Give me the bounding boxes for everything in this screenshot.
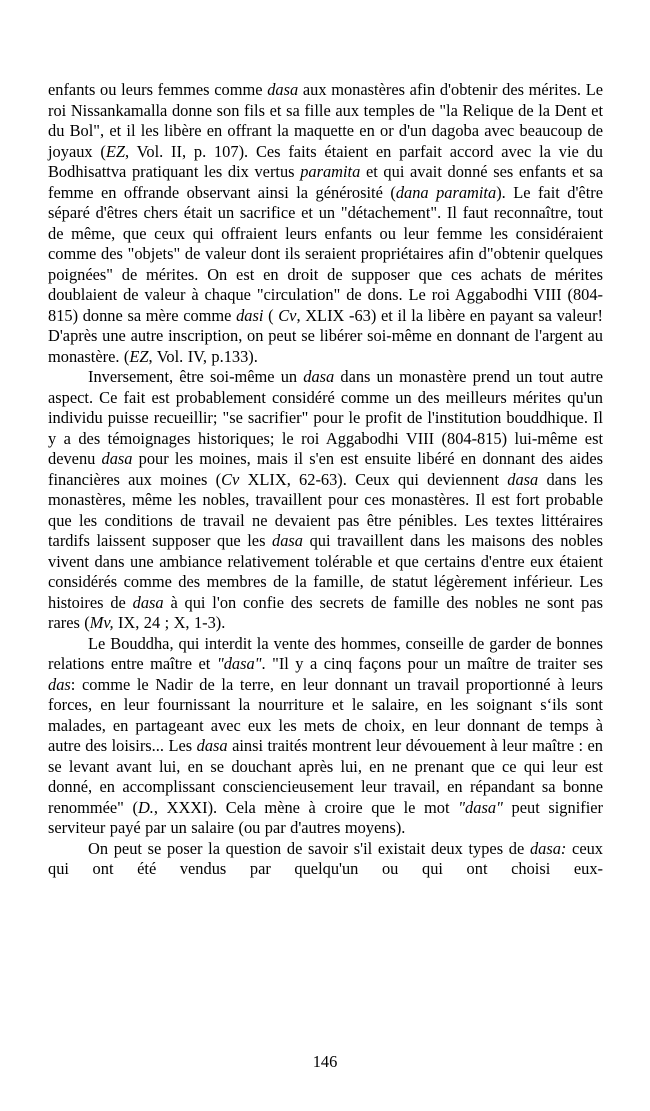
text-run: Le Bouddha, qui interdit la vente des hommes, conseille de garder de bonnes relations entre maître et: [48, 633, 603, 673]
italic-term: Mv,: [89, 613, 114, 632]
text-run: ). Le fait d'être séparé d'êtres chers était un sacrifice et un "détachement". Il faut reconnaître, tout de même, que ceux qui offraient leurs enfants ou leur femme les considéraient comme des "objets" de valeur dont ils seraient propriétaires afin d"obtenir quelques poignées" de mérites. On est en droit de supposer que ces achats de mérites doublaient de valeur à chaque "circulation" de dons. Le roi Aggabodhi VIII (804-815) donne sa mère comme: [48, 182, 603, 325]
text-run: , Vol. II, p. 107). Ces faits étaient en parfait accord avec la vie du Bodhisattva pratiquant les dix vertus: [48, 141, 603, 181]
italic-term: paramita: [300, 162, 361, 181]
text-run: et qui avait donné ses enfants et sa femme en offrande observant ainsi la générosité (: [48, 162, 604, 202]
text-run: IX, 24 ; X, 1-3).: [113, 613, 226, 632]
italic-term: "dasa": [458, 797, 503, 817]
italic-term: dana paramita: [395, 182, 497, 202]
paragraph: [48, 634, 603, 839]
italic-term: "dasa": [216, 654, 262, 673]
text-run: : comme le Nadir de la terre, en leur donnant un travail proportionné à leurs forces, en leur fournissant la nourriture et le salaire, en les soignant s‘ils sont malades, en partageant avec eux les mets de choix, en leur donnant de temps à autre des loisirs... Les: [48, 674, 603, 755]
text-run: XLIX, 62-63). Ceux qui deviennent: [239, 469, 508, 489]
text-run: ceux qui ont été vendus par quelqu'un ou qui ont choisi eux-: [48, 838, 604, 878]
paragraph: [48, 839, 603, 880]
italic-term: dasa: [303, 367, 335, 386]
text-run: Inversement, être soi-même un: [88, 367, 304, 386]
italic-term: dasa: [507, 469, 539, 489]
page-number: 146: [312, 1052, 338, 1071]
text-run: , Vol. IV, p.133).: [148, 346, 258, 366]
italic-term: D.: [137, 797, 154, 817]
italic-term: Cv: [221, 469, 240, 489]
text-run: (: [263, 305, 279, 325]
text-run: aux monastères afin d'obtenir des mérites. Le roi Nissankamalla donne son fils et sa fille aux temples de "la Relique de la Dent et du Bol", et il les libère en offrant la maquette en or d'un dagoba avec beaucoup de joyaux (: [48, 80, 603, 161]
italic-term: dasi: [236, 305, 264, 325]
italic-term: das: [48, 674, 71, 694]
italic-term: EZ: [129, 346, 149, 366]
text-run: On peut se poser la question de savoir s'il existait deux types de: [88, 838, 530, 858]
text-run: pour les moines, mais il s'en est ensuite libéré en donnant des aides financières aux moines (: [48, 449, 604, 489]
italic-term: Cv: [278, 305, 297, 325]
text-run: peut signifier serviteur payé par un salaire (ou par d'autres moyens).: [48, 797, 604, 837]
italic-term: dasa: [101, 449, 133, 468]
text-run: dans un monastère prend un tout autre aspect. Ce fait est probablement considéré comme un des meilleurs mérites qu'un individu puisse recueillir; "se sacrifier" pour le profit de l'institution bouddhique. Il y a des témoignages historiques; le roi Aggabodhi VIII (804-815) lui-même est devenu: [48, 367, 603, 468]
text-run: ainsi traités montrent leur dévouement à leur maître : en se levant avant lui, en se douchant après lui, en ne prenant que ce qui leur est donné, en accomplissant consciencieusement leur travail, en répandant sa bonne renommée" (: [48, 736, 604, 817]
italic-term: EZ: [105, 141, 126, 161]
text-run: enfants ou leurs femmes comme: [48, 80, 268, 99]
page-body-text: [48, 80, 603, 880]
text-run: qui travaillent dans les maisons des nobles vivent dans une ambiance relativement tolérable et que certains d'entre eux étaient considérés comme des membres de la famille, de statut légèrement inférieur. Les histoires de: [48, 531, 603, 612]
italic-term: dasa: [132, 592, 164, 612]
italic-term: dasa:: [529, 838, 567, 858]
paragraph: [48, 367, 603, 634]
text-run: , XLIX -63) et il la libère en payant sa valeur! D'après une autre inscription, on peut se libérer soi-même en donnant de l'argent au monastère. (: [48, 305, 603, 366]
italic-term: dasa: [267, 80, 299, 99]
text-run: à qui l'on confie des secrets de famille des nobles ne sont pas rares (: [48, 592, 603, 632]
italic-term: dasa: [272, 531, 303, 550]
text-run: , XXXI). Cela mène à croire que le mot: [153, 797, 459, 817]
italic-term: dasa: [196, 736, 228, 755]
paragraph: [48, 80, 603, 367]
text-run: dans les monastères, même les nobles, travaillent pour ces monastères. Il est fort probable que les conditions de travail ne devaient pas être pénibles. Les textes littéraires tardifs laissent supposer que les: [48, 469, 603, 550]
text-run: . "Il y a cinq façons pour un maître de traiter ses: [261, 654, 603, 673]
